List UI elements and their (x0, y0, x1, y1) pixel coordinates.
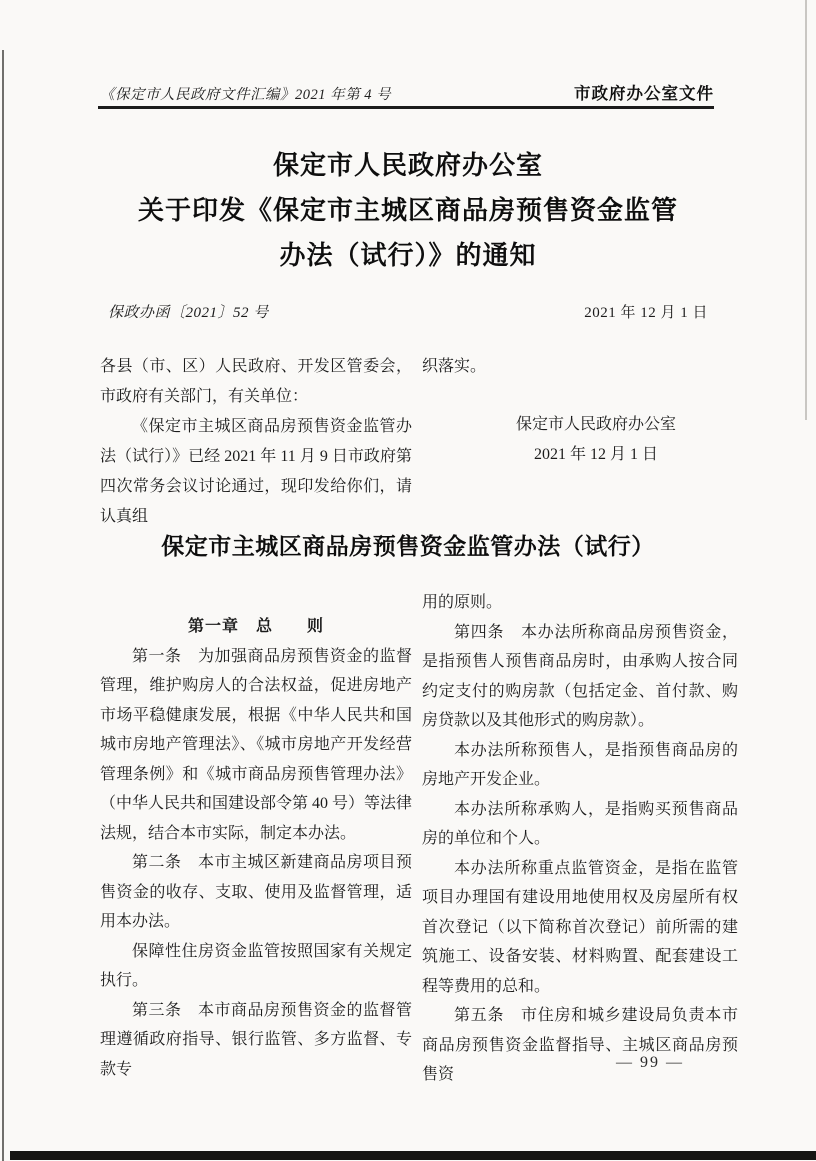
notice-title (0, 143, 816, 278)
notice-body-left-column (100, 352, 412, 532)
signature-date: 2021 年 12 月 1 日 (533, 446, 658, 463)
signature-org: 保定市人民政府办公室 (515, 416, 676, 433)
regulation-paragraph: 第三条 本市商品房预售资金的监督管理遵循政府指导、银行监管、多方监督、专款专 (100, 1001, 412, 1078)
regulation-paragraph: 第四条 本办法所称商品房预售资金，是指预售人预售商品房时，由承购人按合同约定支付的购房款（包括定金、首付款、购房贷款以及其他形式的购房款）。 (422, 623, 738, 729)
notice-recipients: 各县（市、区）人民政府、开发区管委会，市政府有关部门，有关单位： (100, 358, 412, 405)
regulation-paragraph-continuation: 用的原则。 (422, 594, 503, 611)
regulation-left-column (100, 612, 412, 1084)
header-divider (98, 106, 714, 109)
document-date: 2021 年 12 月 1 日 (584, 305, 708, 321)
regulation-paragraph: 本办法所称预售人，是指预售商品房的房地产开发企业。 (422, 741, 738, 788)
regulation-paragraph: 本办法所称承购人，是指购买预售商品房的单位和个人。 (422, 800, 738, 847)
notice-title-line-1: 保定市人民政府办公室 (272, 151, 543, 180)
document-number-row (108, 301, 708, 322)
document-category-label: 市政府办公室文件 (574, 85, 714, 103)
page-number: — 99 — (616, 1054, 684, 1071)
page-header (100, 80, 714, 104)
compilation-title: 《保定市人民政府文件汇编》2021 年第 4 号 (100, 87, 392, 103)
notice-title-line-2: 关于印发《保定市主城区商品房预售资金监管 (137, 196, 678, 225)
regulation-paragraph: 第一条 为加强商品房预售资金的监督管理，维护购房人的合法权益，促进房地产市场平稳健康发展，根据《中华人民共和国城市房地产管理法》、《城市房地产开发经营管理条例》和《城市商品房预售管理办法》（中华人民共和国建设部令第 40 号）等法律法规，结合本市实际，制定本办法。 (100, 647, 413, 842)
scan-border-bottom (10, 1151, 816, 1160)
notice-title-line-3: 办法（试行）》的通知 (279, 241, 537, 270)
notice-body-text: 《保定市主城区商品房预售资金监管办法（试行）》已经 2021 年 11 月 9 日市政府第四次常务会议讨论通过，现印发给你们，请认真组 (100, 418, 412, 525)
regulation-paragraph: 第五条 市住房和城乡建设局负责本市商品房预售资金监督指导、主城区商品房预售资 (422, 1007, 738, 1083)
document-number: 保政办函〔2021〕52 号 (108, 305, 269, 321)
regulation-right-column (422, 588, 738, 1090)
chapter-heading: 第一章 总 则 (187, 618, 324, 635)
regulation-paragraph: 第二条 本市主城区新建商品房项目预售资金的收存、支取、使用及监督管理，适用本办法。 (100, 854, 412, 930)
notice-body-right-column (422, 352, 734, 470)
regulation-paragraph: 保障性住房资金监管按照国家有关规定执行。 (100, 942, 412, 989)
notice-body-continuation: 织落实。 (422, 358, 487, 375)
regulation-paragraph: 本办法所称重点监管资金，是指在监管项目办理国有建设用地使用权及房屋所有权首次登记（以下简称首次登记）前所需的建筑施工、设备安装、材料购置、配套建设工程等费用的总和。 (422, 859, 738, 995)
regulation-title: 保定市主城区商品房预售资金监管办法（试行） (161, 534, 655, 559)
